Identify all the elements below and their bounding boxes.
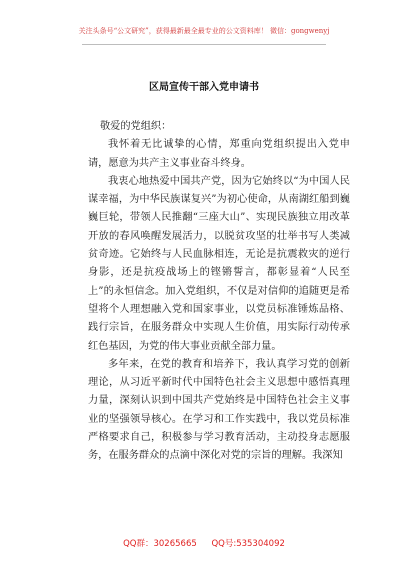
document-body: [88, 118, 350, 466]
salutation: 敬爱的党组织：: [100, 121, 172, 132]
footer-qq-group: QQ群：30265665: [123, 539, 197, 549]
footer-qq-number: QQ号:535304092: [211, 539, 285, 549]
header-divider: [82, 44, 326, 45]
document-title: 区局宣传干部入党申请书: [149, 82, 259, 93]
footer-contact: [0, 537, 408, 549]
paragraph-reasons: 我衷心地热爱中国共产党，因为它始终以“为中国人民谋幸福，为中华民族谋复兴”为初心使命，从南湖红船到巍巍巨轮，带领人民推翻“三座大山”、实现民族独立用改革开放的春风唤醒发展活力，以脱贫攻坚的壮举书写人类减贫奇迹。它始终与人民血脉相连，无论是抗震救灾的逆行身影，还是抗疫战场上的铿锵誓言，都彰显着“人民至上”的永恒信念。加入党组织，不仅是对信仰的追随更是希望将个人理想融入党和国家事业，以党员标准锤炼品格、践行宗旨，在服务群众中实现人生价值，用实际行动传承红色基因，为党的伟大事业贡献全部力量。: [88, 175, 350, 352]
paragraph-intent: 我怀着无比诚挚的心情，郑重向党组织提出入党申请，愿意为共产主义事业奋斗终身。: [88, 139, 350, 169]
header-banner: 关注头条号“公文研究”，获得最新最全最专业的公文资料库！ 微信：gongwenyj: [78, 27, 330, 35]
paragraph-experience: 多年来，在党的教育和培养下，我认真学习党的创新理论，从习近平新时代中国特色社会主义思想中感悟真理力量，深刻认识到中国共产党始终是中国特色社会主义事业的坚强领导核心。在学习和工作实践中，我以党员标准严格要求自己，积极参与学习教育活动，主动投身志愿服务，在服务群众的点滴中深化对党的宗旨的理解。我深知: [88, 358, 350, 462]
